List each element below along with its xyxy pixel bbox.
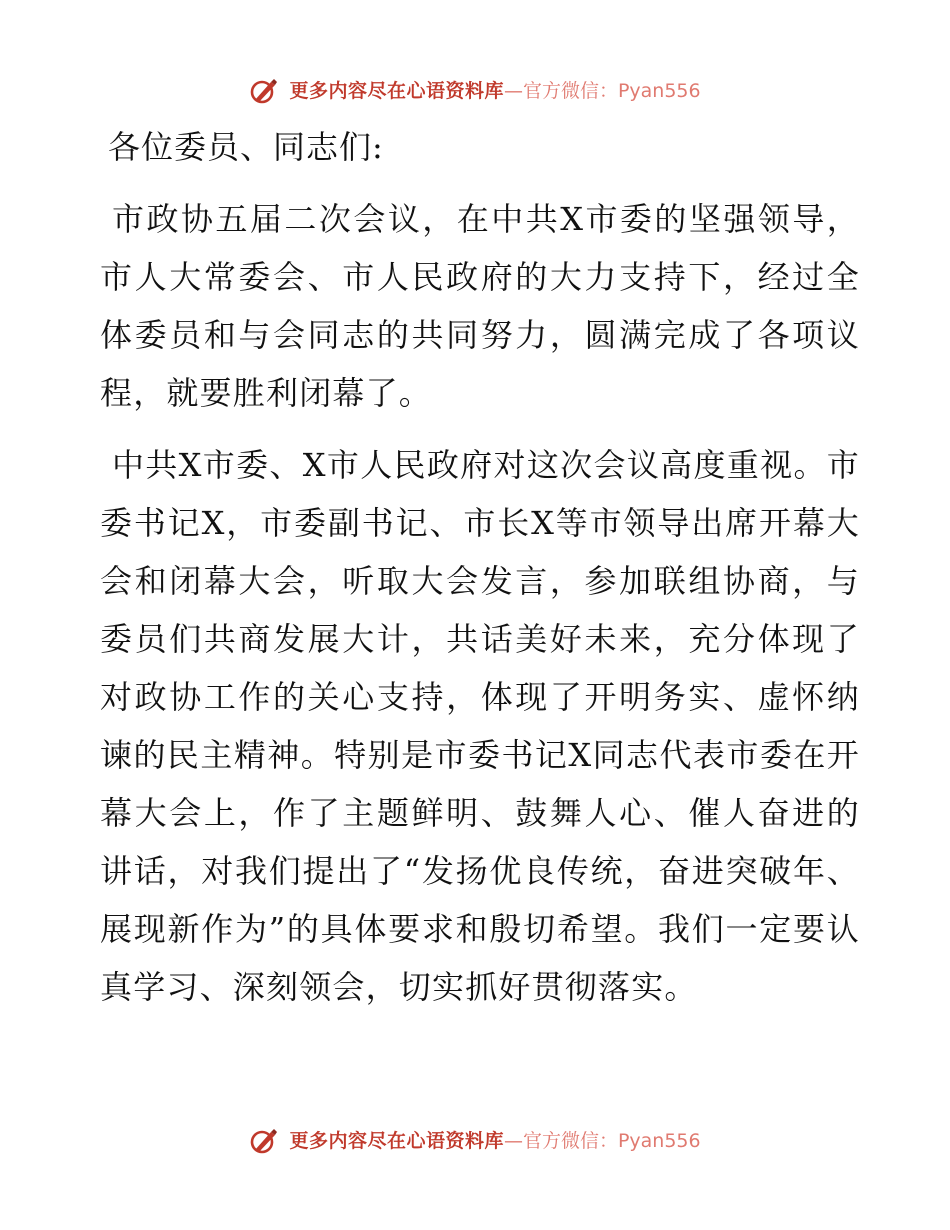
pen-logo-icon xyxy=(249,77,279,105)
watermark-sub-text: —官方微信：Pyan556 xyxy=(503,80,701,102)
greeting: 各位委员、同志们: xyxy=(108,128,384,166)
watermark-main-text: 更多内容尽在心语资料库 xyxy=(289,80,504,102)
pen-logo-icon xyxy=(249,1127,279,1155)
watermark-sub-text: —官方微信：Pyan556 xyxy=(503,1130,701,1152)
document-body xyxy=(100,118,860,1030)
paragraph-1: 市政协五届二次会议，在中共X市委的坚强领导，市人大常委会、市人民政府的大力支持下，经过全体委员和与会同志的共同努力，圆满完成了各项议程，就要胜利闭幕了。 xyxy=(100,200,860,412)
watermark-main-text: 更多内容尽在心语资料库 xyxy=(289,1130,504,1152)
paragraph-2: 中共X市委、X市人民政府对这次会议高度重视。市委书记X，市委副书记、市长X等市领导出席开幕大会和闭幕大会，听取大会发言，参加联组协商，与委员们共商发展大计，共话美好未来，充分体现了对政协工作的关心支持，体现了开明务实、虚怀纳谏的民主精神。特别是市委书记X同志代表市委在开幕大会上，作了主题鲜明、鼓舞人心、催人奋进的讲话，对我们提出了“发扬优良传统，奋进突破年、展现新作为”的具体要求和殷切希望。我们一定要认真学习、深刻领会，切实抓好贯彻落实。 xyxy=(100,446,860,1006)
header-watermark xyxy=(0,76,950,105)
footer-watermark xyxy=(0,1126,950,1155)
